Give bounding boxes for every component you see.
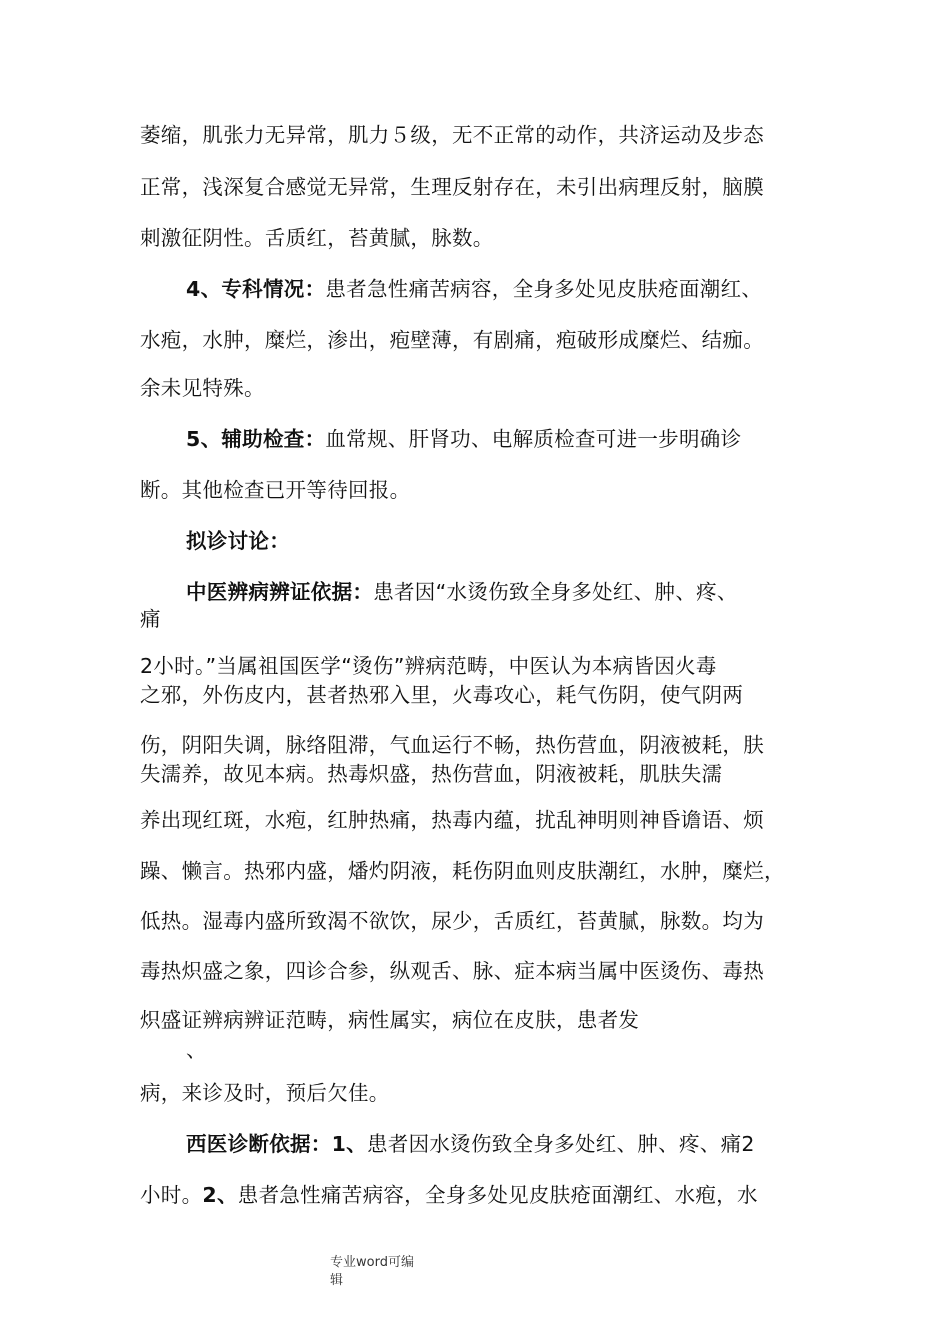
body-line: 正常，浅深复合感觉无异常，生理反射存在，未引出病理反射，脑膜 [140, 175, 764, 199]
section-text: 患者因水烫伤致全身多处红、肿、疼、痛2 [366, 1132, 755, 1156]
body-line: 断。其他检查已开等待回报。 [140, 478, 411, 502]
section-heading: 中医辨病辨证依据： [186, 580, 374, 604]
section-text: 小时。 [140, 1183, 203, 1207]
body-line: 之邪，外伤皮内，甚者热邪入里，火毒攻心，耗气伤阴，使气阴两 [140, 683, 744, 707]
body-line: 刺激征阴性。舌质红，苔黄腻，脉数。 [140, 226, 494, 250]
footer-line: 专业word可编 [330, 1255, 414, 1270]
body-line: 、 [186, 1038, 207, 1062]
item-number: 1、 [331, 1132, 367, 1156]
body-line: 伤，阴阳失调，脉络阻滞，气血运行不畅，热伤营血，阴液被耗，肤 [140, 733, 764, 757]
footer-line: 辑 [330, 1273, 344, 1288]
section-heading: 西医诊断依据： [186, 1132, 332, 1156]
body-line: 病，来诊及时，预后欠佳。 [140, 1081, 390, 1105]
section-text: 血常规、肝肾功、电解质检查可进一步明确诊 [325, 427, 742, 451]
body-line: 2小时。”当属祖国医学“烫伤”辨病范畴，中医认为本病皆因火毒 [140, 654, 717, 678]
page-footer [330, 1254, 440, 1290]
body-line [140, 1181, 758, 1209]
section-western-basis [186, 1130, 755, 1158]
section-text: 患者急性痛苦病容，全身多处见皮肤疮面潮红、 [325, 277, 763, 301]
body-line: 炽盛证辨病辨证范畴，病性属实，病位在皮肤，患者发 [140, 1008, 640, 1032]
section-specialty [186, 275, 762, 303]
body-line: 躁、懒言。热邪内盛，燔灼阴液，耗伤阴血则皮肤潮红，水肿，糜烂， [140, 859, 785, 883]
body-line: 水疱，水肿，糜烂，渗出，疱壁薄，有剧痛，疱破形成糜烂、结痂。 [140, 328, 764, 352]
body-line: 萎缩，肌张力无异常，肌力５级，无不正常的动作，共济运动及步态 [140, 123, 764, 147]
item-number: 2、 [202, 1183, 238, 1207]
body-line: 痛 [140, 607, 161, 631]
body-line: 养出现红斑，水疱，红肿热痛，热毒内蕴，扰乱神明则神昏谵语、烦 [140, 808, 764, 832]
section-text: 患者因“水烫伤致全身多处红、肿、疼、 [373, 580, 738, 604]
body-line: 低热。湿毒内盛所致渴不欲饮，尿少，舌质红，苔黄腻，脉数。均为 [140, 909, 764, 933]
section-heading: 拟诊讨论： [186, 529, 290, 553]
section-heading: 4、专科情况： [186, 277, 326, 301]
body-line: 余未见特殊。 [140, 376, 265, 400]
section-text: 患者急性痛苦病容，全身多处见皮肤疮面潮红、水疱，水 [237, 1183, 758, 1207]
section-heading: 5、辅助检查： [186, 427, 326, 451]
section-auxiliary-exam [186, 425, 741, 453]
section-discussion-title [186, 527, 290, 555]
body-line: 失濡养，故见本病。热毒炽盛，热伤营血，阴液被耗，肌肤失濡 [140, 762, 723, 786]
section-tcm-basis [186, 578, 738, 606]
body-line: 毒热炽盛之象，四诊合参，纵观舌、脉、症本病当属中医烫伤、毒热 [140, 959, 764, 983]
